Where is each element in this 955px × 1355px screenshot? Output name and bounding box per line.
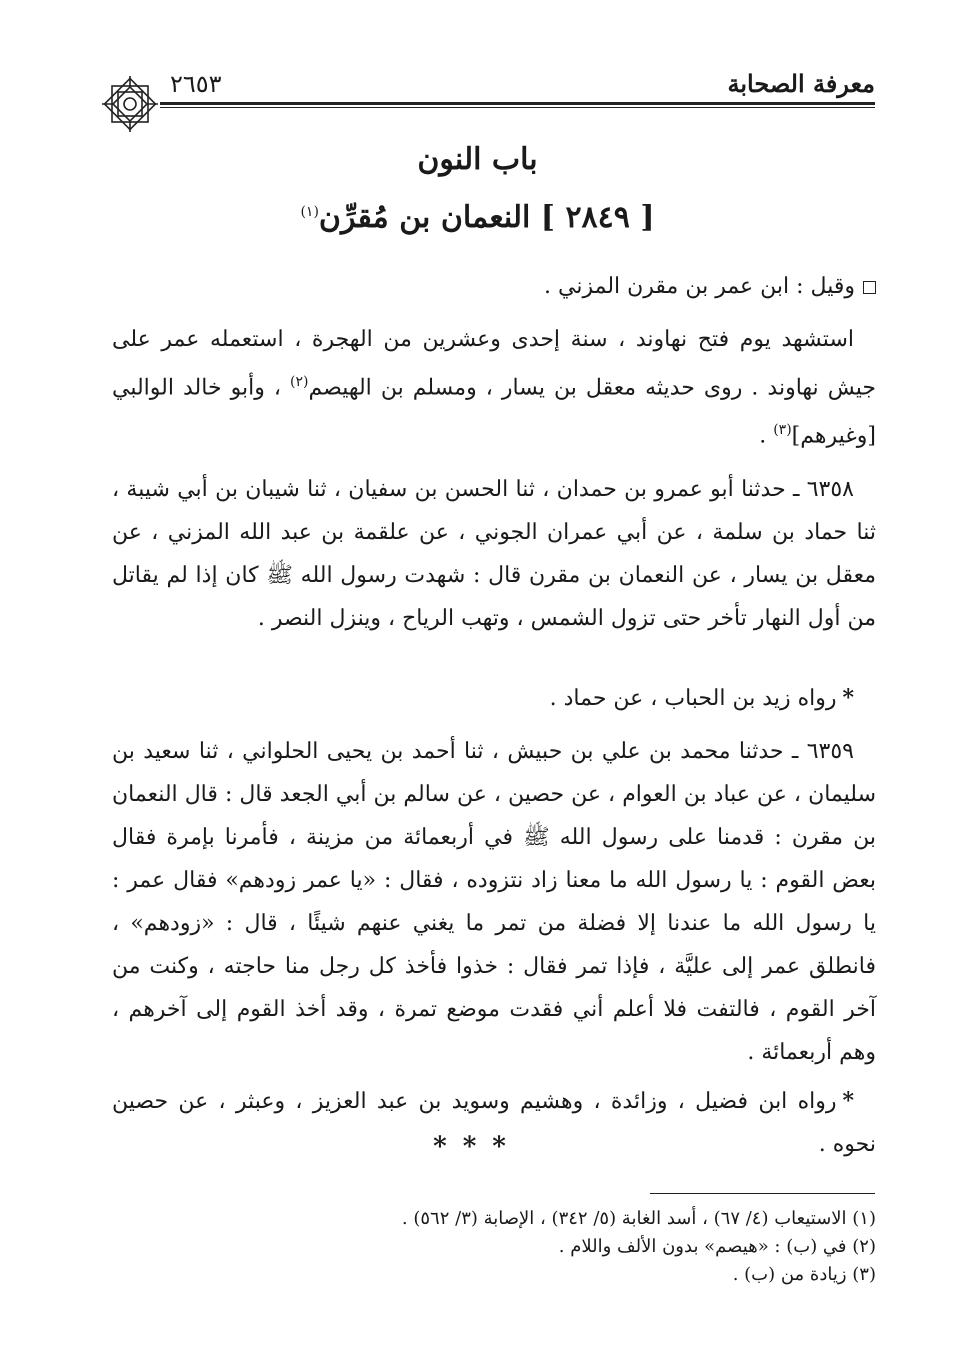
hadith-text: ٦٣٥٩ ـ حدثنا محمد بن علي بن حبيش ، ثنا أحمد بن يحيى الحلواني ، ثنا سعيد بن سليمان ، عن عباد بن العوام ، عن حصين ، عن سالم بن أبي الجعد قال : قال النعمان بن مقرن : قدمنا على رسول الله ﷺ في أربعمائة من مزينة ، فأمرنا بإمرة فقال بعض القوم : يا رسول الله ما معنا زاد نتزوده ، فقال : «يا عمر زودهم» فقال عمر : يا رسول الله ما عندنا إلا فضلة من تمر ما يغني عنهم شيئًا ، قال : «زودهم» ، فانطلق عمر إلى عليَّة ، فإذا تمر فقال : خذوا فأخذ كل رجل منا حاجته ، وكنت من آخر القوم ، فالتفت فلا أعلم أني فقدت موضع تمرة ، وقد أخذ القوم إلى آخرهم ، وهم أربعمائة . [112,739,876,1065]
bio-text: استشهد يوم فتح نهاوند ، سنة إحدى وعشرين من الهجرة ، استعمله عمر على جيش نهاوند . روى حديثه معقل بن يسار ، ومسلم بن الهيصم [112,327,876,401]
section-separator: *** [433,1132,522,1162]
square-bullet-icon [863,281,876,294]
biography-paragraph [112,318,876,458]
entry-title [0,200,955,235]
riwaya-note [112,677,876,720]
bio-text-cont: ، وأبو خالد الوالبي [وغيرهم] [112,375,876,449]
hadith-text: ٦٣٥٨ ـ حدثنا أبو عمرو بن حمدان ، ثنا الحسن بن سفيان ، ثنا شيبان بن أبي شيبة ، ثنا حماد بن سلمة ، عن أبي عمران الجوني ، عن علقمة بن عبد الله المزني ، عن معقل بن يسار ، عن النعمان بن مقرن قال : شهدت رسول الله ﷺ كان إذا لم يقاتل من أول النهار تأخر حتى تزول الشمس ، وتهب الرياح ، وينزل النصر . [112,477,876,631]
footnotes [112,1205,876,1289]
footnote: (١) الاستيعاب (٤/ ٦٧) ، أسد الغابة (٥/ ٣٤٢) ، الإصابة (٣/ ٥٦٢) . [401,1208,876,1229]
footnote-rule [650,1193,875,1194]
entry-title-text: [ ٢٨٤٩ ] النعمان بن مُقرِّن [318,200,655,235]
footnote-ref: (٣) [773,422,792,439]
footnote: (٢) في (ب) : «هيصم» بدون الألف واللام . [558,1236,876,1257]
footnote-ref: (٢) [290,374,309,390]
footnote-ref: (١) [300,204,319,220]
star-ornament-icon [98,72,162,136]
riwaya-text: رواه ابن فضيل ، وزائدة ، وهشيم وسويد بن عبد العزيز ، وعبثر ، عن حصين نحوه . [112,1089,876,1157]
hadith-6359 [112,730,876,1074]
book-title: معرفة الصحابة [727,69,875,98]
running-header [100,58,875,98]
asterisk-icon: * [842,1088,854,1114]
hadith-6358 [112,468,876,640]
riwaya-text: رواه زيد بن الحباب ، عن حماد . [549,686,837,711]
chapter-title: باب النون [417,142,538,177]
header-rule [160,102,875,105]
bio-text-end: . [759,423,767,449]
page-number: ٢٦٥٣ [170,70,222,98]
asterisk-icon: * [842,685,854,711]
alternate-name [112,265,876,308]
alternate-name-text: وقيل : ابن عمر بن مقرن المزني . [544,274,855,299]
header-rule-thin [160,107,875,108]
footnote: (٣) زيادة من (ب) . [732,1264,876,1285]
